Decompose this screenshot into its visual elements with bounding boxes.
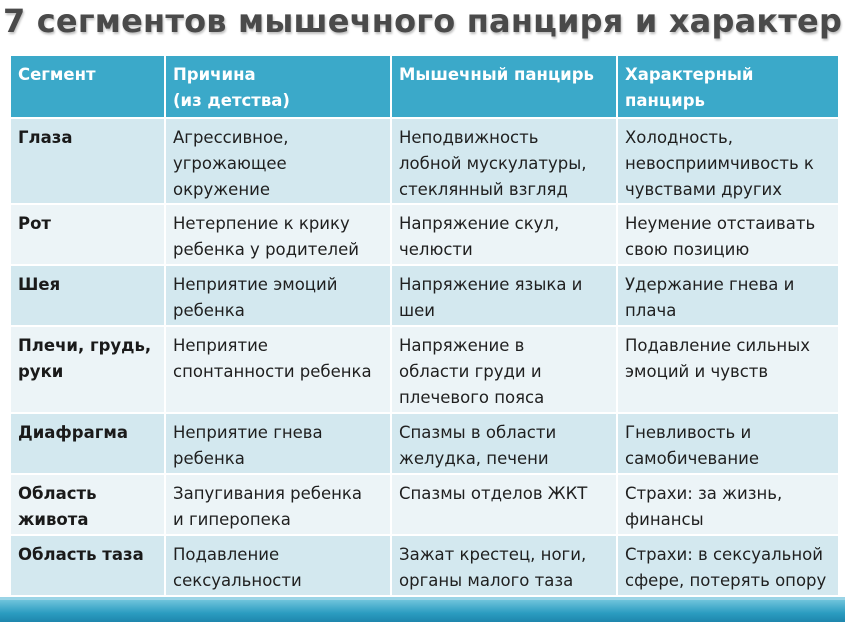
column-header: Характерный панцирь	[617, 56, 838, 118]
table-cell: Неприятие гнева ребенка	[165, 413, 391, 474]
table-header	[11, 56, 838, 118]
table-cell: Напряжение в области груди и плечевого пояса	[391, 326, 617, 413]
segment-cell: Глаза	[11, 118, 165, 204]
table-cell: Гневливость и самобичевание	[617, 413, 838, 474]
table-cell: Страхи: в сексуальной сфере, потерять опору	[617, 535, 838, 596]
table-cell: Холодность, невосприимчивость к чувствами других	[617, 118, 838, 204]
footer-bar	[0, 600, 845, 622]
header-row	[11, 56, 838, 118]
table-cell: Неприятие спонтанности ребенка	[165, 326, 391, 413]
table-cell: Агрессивное, угрожающее окружение	[165, 118, 391, 204]
table-cell: Неумение отстаивать свою позицию	[617, 204, 838, 265]
segment-cell: Область живота	[11, 474, 165, 535]
table-cell: Подавление сильных эмоций и чувств	[617, 326, 838, 413]
segment-cell: Шея	[11, 265, 165, 326]
table-cell: Напряжение скул, челюсти	[391, 204, 617, 265]
table-row	[11, 326, 838, 413]
table-cell: Запугивания ребенка и гиперопека	[165, 474, 391, 535]
table-row	[11, 413, 838, 474]
table-row	[11, 204, 838, 265]
table-cell: Зажат крестец, ноги, органы малого таза	[391, 535, 617, 596]
segment-cell: Диафрагма	[11, 413, 165, 474]
table-row	[11, 474, 838, 535]
table-cell: Страхи: за жизнь, финансы	[617, 474, 838, 535]
segments-table	[11, 56, 838, 597]
column-header: Сегмент	[11, 56, 165, 118]
column-header: Мышечный панцирь	[391, 56, 617, 118]
segment-cell: Рот	[11, 204, 165, 265]
table-row	[11, 265, 838, 326]
page-title: 7 сегментов мышечного панциря и характер	[2, 2, 843, 40]
segment-cell: Плечи, грудь, руки	[11, 326, 165, 413]
table-cell: Подавление сексуальности	[165, 535, 391, 596]
column-header: Причина (из детства)	[165, 56, 391, 118]
table-row	[11, 118, 838, 204]
table-row	[11, 535, 838, 596]
table-cell: Неприятие эмоций ребенка	[165, 265, 391, 326]
table-cell: Нетерпение к крику ребенка у родителей	[165, 204, 391, 265]
segment-cell: Область таза	[11, 535, 165, 596]
table-cell: Неподвижность лобной мускулатуры, стеклянный взгляд	[391, 118, 617, 204]
table-cell: Спазмы отделов ЖКТ	[391, 474, 617, 535]
table-body	[11, 118, 838, 596]
table-cell: Удержание гнева и плача	[617, 265, 838, 326]
table-cell: Напряжение языка и шеи	[391, 265, 617, 326]
table-cell: Спазмы в области желудка, печени	[391, 413, 617, 474]
